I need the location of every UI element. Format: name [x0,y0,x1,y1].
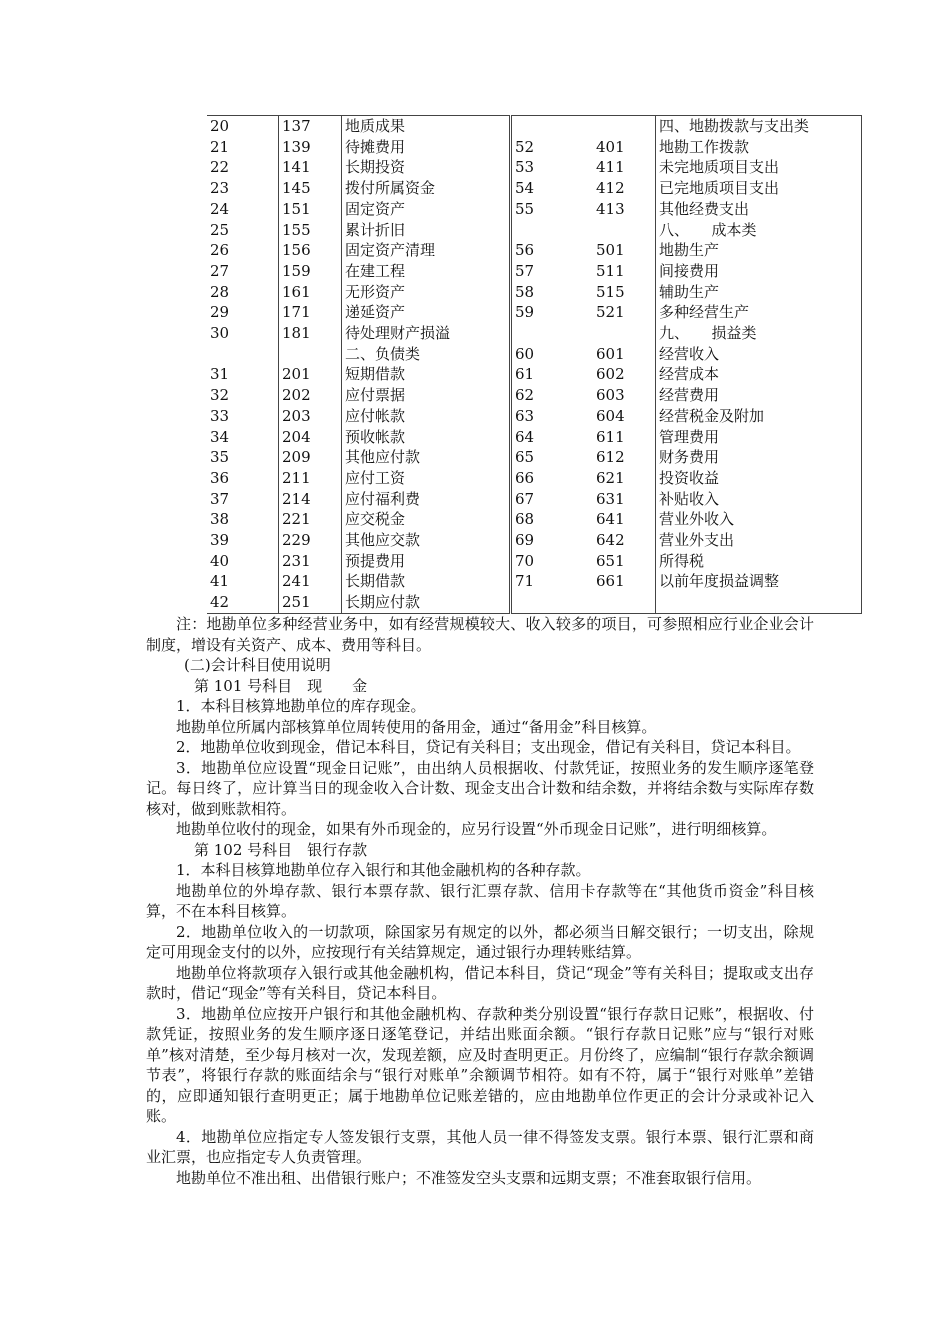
right-name-cell: 经营费用 [656,385,862,406]
left-name-cell: 递延资产 [342,302,511,323]
right-code-cell [593,116,656,137]
table-row [207,509,862,530]
section-title: (二)会计科目使用说明 [184,656,331,674]
left-name-cell: 其他应付款 [342,447,511,468]
account-code-table [207,115,862,614]
right-code-cell: 601 [596,344,625,363]
left-name-cell: 应付工资 [342,468,511,489]
right-name-cell: 以前年度损益调整 [656,571,862,592]
left-name-cell: 长期借款 [342,571,511,592]
right-seq-cell: 53 [511,157,594,178]
paragraph: 地勘单位将款项存入银行或其他金融机构，借记本科目，贷记“现金”等有关科目；提取或支出存款时，借记“现金”等有关科目，贷记本科目。 [146,963,814,1002]
right-code-cell: 501 [596,241,625,260]
paragraph: 2．地勘单位收入的一切款项，除国家另有规定的以外，都必须当日解交银行；一切支出，除规定可用现金支付的以外，应按现行有关结算规定，通过银行办理转账结算。 [146,922,814,961]
table-row [207,282,862,303]
right-code-cell: 401 [596,137,625,156]
table-row [207,489,862,510]
left-name-cell: 预提费用 [342,551,511,572]
right-name-cell: 经营税金及附加 [656,406,862,427]
right-code-cell [593,220,656,241]
right-code-cell [593,323,656,344]
table-row [207,178,862,199]
paragraph: 3．地勘单位应设置“现金日记账”，由出纳人员根据收、付款凭证，按照业务的发生顺序逐笔登记。每日终了，应计算当日的现金收入合计数、现金支出合计数和结余数，并将结余数与实际库存数核对，做到账款相符。 [146,758,814,818]
left-seq-cell: 34 [210,427,230,446]
right-name-cell: 营业外支出 [656,530,862,551]
left-seq-cell: 35 [210,448,230,467]
left-code-cell: 229 [279,530,342,551]
right-code-cell: 511 [596,261,625,280]
left-seq-cell: 37 [210,489,230,508]
left-code-cell: 141 [279,157,342,178]
right-code-cell [593,592,656,613]
left-name-cell: 地质成果 [342,116,511,137]
table-row [207,137,862,158]
left-name-cell: 待处理财产损溢 [342,323,511,344]
left-seq-cell: 42 [207,592,279,613]
left-seq-cell: 29 [210,303,230,322]
table-row [207,116,862,137]
right-code-cell: 641 [596,510,625,529]
table-row [207,344,862,365]
table-row [207,427,862,448]
left-code-cell: 155 [279,220,342,241]
right-seq-cell: 52 [511,137,594,158]
right-code-cell: 661 [596,572,625,591]
left-seq-cell [207,344,279,365]
left-seq-cell: 21 [210,137,230,156]
left-name-cell: 应付帐款 [342,406,511,427]
left-code-cell: 201 [279,364,342,385]
right-name-cell: 补贴收入 [656,489,862,510]
left-code-cell: 211 [279,468,342,489]
left-seq-cell: 41 [210,572,230,591]
right-seq-cell [511,220,594,241]
right-seq-cell: 66 [511,468,594,489]
left-seq-cell: 31 [210,365,230,384]
right-seq-cell: 65 [511,447,594,468]
right-seq-cell: 69 [511,530,594,551]
left-seq-cell: 26 [210,241,230,260]
left-seq-cell: 30 [210,324,230,343]
right-name-cell: 管理费用 [656,427,862,448]
table-row [207,447,862,468]
left-code-cell: 203 [279,406,342,427]
right-name-cell: 营业外收入 [656,509,862,530]
right-name-cell [656,592,862,613]
left-seq-cell: 33 [210,406,230,425]
right-code-cell: 651 [596,551,625,570]
left-name-cell: 长期投资 [342,157,511,178]
table-row [207,302,862,323]
left-code-cell: 204 [279,427,342,448]
table-row [207,220,862,241]
left-seq-cell: 36 [210,468,230,487]
paragraph: 1．本科目核算地勘单位存入银行和其他金融机构的各种存款。 [176,861,591,879]
left-name-cell: 固定资产 [342,199,511,220]
left-code-cell: 145 [279,178,342,199]
table-note: 注：地勘单位多种经营业务中，如有经营规模较大、收入较多的项目，可参照相应行业企业会计制度，增设有关资产、成本、费用等科目。 [146,615,814,654]
right-code-cell: 521 [596,303,625,322]
left-code-cell: 151 [279,199,342,220]
left-name-cell: 应付票据 [342,385,511,406]
left-code-cell: 156 [279,240,342,261]
right-seq-cell: 61 [511,364,594,385]
left-name-cell: 长期应付款 [342,592,511,613]
right-code-cell: 612 [596,448,625,467]
left-seq-cell: 40 [210,551,230,570]
right-name-cell: 其他经费支出 [656,199,862,220]
left-name-cell: 二、负债类 [342,344,511,365]
right-code-cell: 631 [596,489,625,508]
right-name-cell: 九、 损益类 [656,323,862,344]
left-name-cell: 固定资产清理 [342,240,511,261]
left-code-cell: 251 [279,592,342,613]
table-row [207,592,862,613]
paragraph: 1．本科目核算地勘单位的库存现金。 [176,697,426,715]
right-seq-cell [511,116,594,137]
right-code-cell: 515 [596,282,625,301]
left-code-cell: 202 [279,385,342,406]
right-seq-cell: 70 [511,551,594,572]
right-name-cell: 投资收益 [656,468,862,489]
left-name-cell: 在建工程 [342,261,511,282]
left-seq-cell: 38 [210,510,230,529]
table-row [207,157,862,178]
right-name-cell: 经营成本 [656,364,862,385]
left-name-cell: 预收帐款 [342,427,511,448]
table-row [207,323,862,344]
right-code-cell: 611 [596,427,625,446]
left-code-cell: 221 [279,509,342,530]
right-seq-cell: 56 [511,240,594,261]
left-code-cell [279,344,342,365]
left-code-cell: 161 [279,282,342,303]
left-code-cell: 214 [279,489,342,510]
right-name-cell: 经营收入 [656,344,862,365]
right-name-cell: 已完地质项目支出 [656,178,862,199]
left-name-cell: 累计折旧 [342,220,511,241]
right-code-cell: 604 [596,406,625,425]
right-name-cell: 多种经营生产 [656,302,862,323]
left-seq-cell: 23 [210,179,230,198]
left-seq-cell: 28 [210,282,230,301]
left-name-cell: 应付福利费 [342,489,511,510]
left-code-cell: 241 [279,571,342,592]
right-seq-cell: 68 [511,509,594,530]
account-102-title: 第 102 号科目 银行存款 [194,840,368,859]
table-row [207,199,862,220]
table-row [207,571,862,592]
right-code-cell: 603 [596,386,625,405]
right-name-cell: 地勘工作拨款 [656,137,862,158]
left-seq-cell: 27 [210,261,230,280]
right-seq-cell: 62 [511,385,594,406]
left-seq-cell: 22 [210,158,230,177]
right-seq-cell: 57 [511,261,594,282]
left-name-cell: 其他应交款 [342,530,511,551]
table-row [207,530,862,551]
paragraph: 3．地勘单位应按开户银行和其他金融机构、存款种类分别设置“银行存款日记账”，根据收、付款凭证，按照业务的发生顺序逐日逐笔登记，并结出账面余额。“银行存款日记账”应与“银行对账单”核对清楚，至少每月核对一次，发现差额，应及时查明更正。月份终了，应编制“银行存款余额调节表”，将银行存款的账面结余与“银行对账单”余额调节相符。如有不符，属于“银行对账单”差错的，应即通知银行查明更正；属于地勘单位记账差错的，应由地勘单位作更正的会计分录或补记入账。 [146,1004,814,1125]
left-seq-cell: 39 [210,531,230,550]
right-code-cell: 412 [596,179,625,198]
right-seq-cell: 54 [511,178,594,199]
right-name-cell: 八、 成本类 [656,220,862,241]
left-code-cell: 171 [279,302,342,323]
right-name-cell: 所得税 [656,551,862,572]
left-name-cell: 拨付所属资金 [342,178,511,199]
right-name-cell: 财务费用 [656,447,862,468]
left-seq-cell: 24 [210,199,230,218]
left-seq-cell: 32 [210,386,230,405]
table-body [207,116,862,614]
paragraph: 地勘单位所属内部核算单位周转使用的备用金，通过“备用金”科目核算。 [176,717,657,736]
right-code-cell: 642 [596,531,625,550]
right-name-cell: 地勘生产 [656,240,862,261]
table-row [207,364,862,385]
left-name-cell: 待摊费用 [342,137,511,158]
left-name-cell: 应交税金 [342,509,511,530]
table-row [207,406,862,427]
right-code-cell: 602 [596,365,625,384]
left-seq-cell: 25 [210,220,230,239]
left-code-cell: 137 [279,116,342,137]
table-row [207,261,862,282]
right-seq-cell: 59 [511,302,594,323]
table-row [207,240,862,261]
table-row [207,468,862,489]
left-seq-cell: 20 [207,116,279,137]
right-seq-cell: 55 [511,199,594,220]
left-code-cell: 139 [279,137,342,158]
left-code-cell: 181 [279,323,342,344]
right-name-cell: 未完地质项目支出 [656,157,862,178]
paragraph: 2．地勘单位收到现金，借记本科目，贷记有关科目；支出现金，借记有关科目，贷记本科目。 [176,738,801,756]
right-seq-cell [511,323,594,344]
table-row [207,551,862,572]
right-seq-cell: 58 [511,282,594,303]
paragraph: 地勘单位收付的现金，如果有外币现金的，应另行设置“外币现金日记账”，进行明细核算。 [176,820,777,838]
paragraph: 4．地勘单位应指定专人签发银行支票，其他人员一律不得签发支票。银行本票、银行汇票和商业汇票，也应指定专人负责管理。 [146,1127,814,1166]
left-code-cell: 209 [279,447,342,468]
right-code-cell: 621 [596,468,625,487]
left-name-cell: 短期借款 [342,364,511,385]
paragraph: 地勘单位的外埠存款、银行本票存款、银行汇票存款、信用卡存款等在“其他货币资金”科目核算，不在本科目核算。 [146,881,814,920]
left-name-cell: 无形资产 [342,282,511,303]
right-code-cell: 413 [596,199,625,218]
paragraph: 地勘单位不准出租、出借银行账户；不准签发空头支票和远期支票；不准套取银行信用。 [176,1168,762,1187]
right-seq-cell: 67 [511,489,594,510]
right-name-cell: 辅助生产 [656,282,862,303]
right-seq-cell [511,592,594,613]
right-name-cell: 间接费用 [656,261,862,282]
account-101-title: 第 101 号科目 现 金 [194,676,368,695]
table-row [207,385,862,406]
right-name-cell: 四、地勘拨款与支出类 [656,116,862,137]
document-body [146,614,814,1188]
right-seq-cell: 71 [511,571,594,592]
right-seq-cell: 63 [511,406,594,427]
right-seq-cell: 64 [511,427,594,448]
right-code-cell: 411 [596,158,625,177]
left-code-cell: 231 [279,551,342,572]
left-code-cell: 159 [279,261,342,282]
right-seq-cell: 60 [511,344,594,365]
